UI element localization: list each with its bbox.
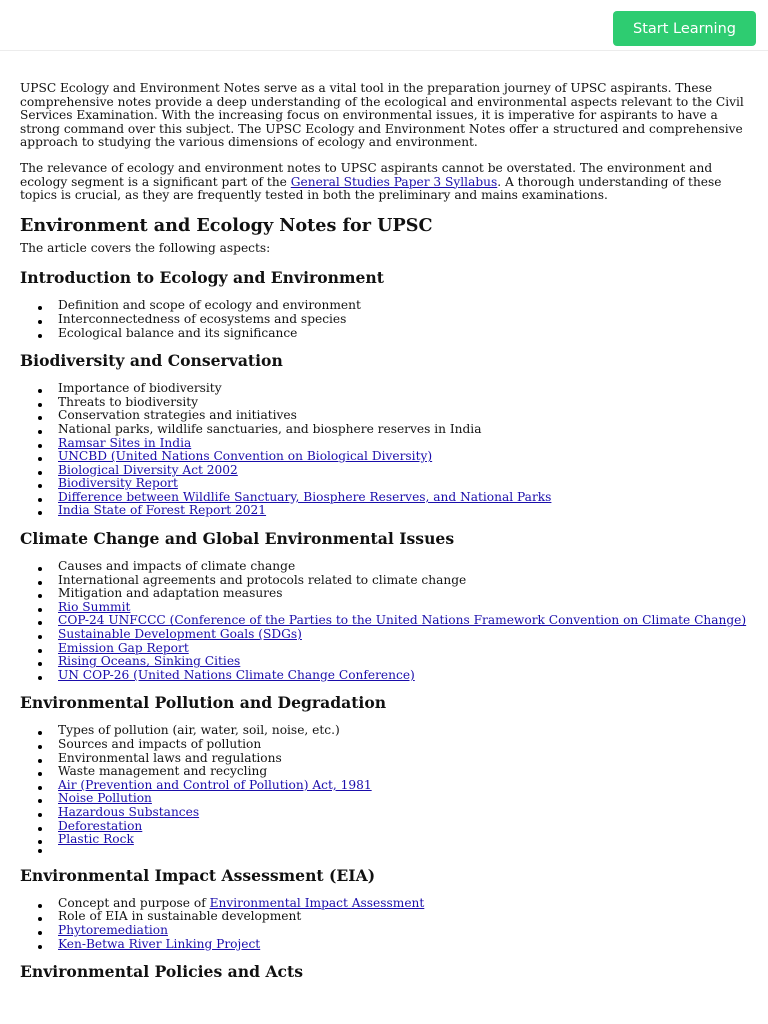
bullet-icon bbox=[38, 511, 42, 515]
cop-24-unfccc-link[interactable]: COP-24 UNFCCC (Conference of the Parties to the United Nations Framework Convention on Climate Change) bbox=[58, 613, 747, 628]
bullet-icon bbox=[38, 731, 42, 735]
forest-report-2021-link[interactable]: India State of Forest Report 2021 bbox=[58, 503, 267, 518]
plastic-rock-link[interactable]: Plastic Rock bbox=[58, 832, 134, 847]
bullet-icon bbox=[38, 471, 42, 475]
list-pollution bbox=[20, 714, 750, 854]
bullet-icon bbox=[38, 786, 42, 790]
list-item: Role of EIA in sustainable development bbox=[20, 910, 750, 924]
list-item-link bbox=[20, 820, 750, 834]
list-item: Causes and impacts of climate change bbox=[20, 560, 750, 574]
list-item: Interconnectedness of ecosystems and species bbox=[20, 313, 750, 327]
biological-diversity-act-link[interactable]: Biological Diversity Act 2002 bbox=[58, 462, 238, 477]
list-item-empty bbox=[20, 847, 750, 855]
section-heading-pollution: Environmental Pollution and Degradation bbox=[20, 693, 387, 713]
bullet-icon bbox=[38, 484, 42, 488]
list-item-link bbox=[20, 614, 750, 628]
bullet-icon bbox=[38, 745, 42, 749]
list-item: Importance of biodiversity bbox=[20, 382, 750, 396]
list-item: Threats to biodiversity bbox=[20, 396, 750, 410]
deforestation-link[interactable]: Deforestation bbox=[58, 818, 143, 833]
intro-paragraph-1: UPSC Ecology and Environment Notes serve as a vital tool in the preparation journey of UPSC aspirants. These comprehensive notes provide a deep understanding of the ecological and environmental aspects relevant to the Civil Services Examination. With the increasing focus on environmental issues, it is imperative for aspirants to have a strong command over this subject. The UPSC Ecology and Environment Notes offer a structured and comprehensive approach to studying the various dimensions of ecology and environment. bbox=[20, 81, 744, 150]
noise-pollution-link[interactable]: Noise Pollution bbox=[58, 791, 152, 806]
bullet-icon bbox=[38, 635, 42, 639]
list-item: Sources and impacts of pollution bbox=[20, 738, 750, 752]
list-item: Ecological balance and its significance bbox=[20, 327, 750, 341]
bullet-icon bbox=[38, 389, 42, 393]
eia-link[interactable]: Environmental Impact Assessment bbox=[209, 895, 425, 910]
top-bar bbox=[0, 0, 768, 51]
list-item-link bbox=[20, 464, 750, 478]
list-item: National parks, wildlife sanctuaries, and biosphere reserves in India bbox=[20, 423, 750, 437]
list-item: Types of pollution (air, water, soil, noise, etc.) bbox=[20, 724, 750, 738]
list-item-link bbox=[20, 938, 750, 952]
bullet-icon bbox=[38, 621, 42, 625]
intro-paragraph-2: The relevance of ecology and environment notes to UPSC aspirants cannot be overstated. The environment and ecology segment is a significant part of the General Studies Paper 3 Syllabus. A thorough understanding of these topics is crucial, as they are frequently tested in both the preliminary and mains examinations. bbox=[20, 160, 722, 203]
list-item-link bbox=[20, 779, 750, 793]
bullet-icon bbox=[38, 403, 42, 407]
article-content bbox=[20, 82, 750, 983]
bullet-icon bbox=[38, 334, 42, 338]
list-introduction bbox=[20, 289, 750, 340]
start-learning-button[interactable]: Start Learning bbox=[613, 11, 756, 46]
list-item-link bbox=[20, 450, 750, 464]
sanctuary-reserves-parks-link[interactable]: Difference between Wildlife Sanctuary, Biosphere Reserves, and National Parks bbox=[58, 489, 552, 504]
bullet-icon bbox=[38, 649, 42, 653]
list-item-link bbox=[20, 601, 750, 615]
bullet-icon bbox=[38, 306, 42, 310]
list-item-link bbox=[20, 669, 750, 683]
bullet-icon bbox=[38, 594, 42, 598]
list-item-link bbox=[20, 833, 750, 847]
bullet-icon bbox=[38, 662, 42, 666]
list-item-link bbox=[20, 642, 750, 656]
list-item-link bbox=[20, 628, 750, 642]
list-eia bbox=[20, 887, 750, 951]
list-item-link bbox=[20, 504, 750, 518]
bullet-icon bbox=[38, 567, 42, 571]
hazardous-substances-link[interactable]: Hazardous Substances bbox=[58, 804, 200, 819]
rio-summit-link[interactable]: Rio Summit bbox=[58, 599, 131, 614]
un-cop-26-link[interactable]: UN COP-26 (United Nations Climate Change Conference) bbox=[58, 667, 415, 682]
bullet-icon bbox=[38, 945, 42, 949]
bullet-icon bbox=[38, 904, 42, 908]
bullet-icon bbox=[38, 457, 42, 461]
emission-gap-report-link[interactable]: Emission Gap Report bbox=[58, 640, 189, 655]
list-item-link bbox=[20, 924, 750, 938]
bullet-icon bbox=[38, 813, 42, 817]
bullet-icon bbox=[38, 608, 42, 612]
uncbd-link[interactable]: UNCBD (United Nations Convention on Biological Diversity) bbox=[58, 449, 433, 464]
list-item-link bbox=[20, 792, 750, 806]
list-item-link bbox=[20, 437, 750, 451]
bullet-icon bbox=[38, 430, 42, 434]
rising-oceans-link[interactable]: Rising Oceans, Sinking Cities bbox=[58, 654, 241, 669]
list-item: Mitigation and adaptation measures bbox=[20, 587, 750, 601]
sdgs-link[interactable]: Sustainable Development Goals (SDGs) bbox=[58, 627, 302, 642]
list-item: Environmental laws and regulations bbox=[20, 752, 750, 766]
bullet-icon bbox=[38, 917, 42, 921]
ramsar-sites-link[interactable]: Ramsar Sites in India bbox=[58, 435, 192, 450]
list-item: Waste management and recycling bbox=[20, 765, 750, 779]
bullet-icon bbox=[38, 840, 42, 844]
bullet-icon bbox=[38, 931, 42, 935]
ken-betwa-link[interactable]: Ken-Betwa River Linking Project bbox=[58, 936, 261, 951]
bullet-icon bbox=[38, 676, 42, 680]
covers-text: The article covers the following aspects: bbox=[20, 240, 271, 255]
section-heading-biodiversity: Biodiversity and Conservation bbox=[20, 351, 283, 371]
list-item-link bbox=[20, 655, 750, 669]
list-item: International agreements and protocols related to climate change bbox=[20, 574, 750, 588]
section-heading-policies: Environmental Policies and Acts bbox=[20, 962, 304, 982]
section-heading-eia: Environmental Impact Assessment (EIA) bbox=[20, 865, 376, 885]
bullet-icon bbox=[38, 498, 42, 502]
bullet-icon bbox=[38, 416, 42, 420]
list-item-link bbox=[20, 491, 750, 505]
biodiversity-report-link[interactable]: Biodiversity Report bbox=[58, 476, 178, 491]
list-item-link bbox=[20, 806, 750, 820]
list-item: Definition and scope of ecology and environment bbox=[20, 299, 750, 313]
list-item: Conservation strategies and initiatives bbox=[20, 409, 750, 423]
section-heading-introduction: Introduction to Ecology and Environment bbox=[20, 268, 384, 288]
bullet-icon bbox=[38, 759, 42, 763]
page-title: Environment and Ecology Notes for UPSC bbox=[20, 214, 433, 236]
bullet-icon bbox=[38, 581, 42, 585]
bullet-icon bbox=[38, 444, 42, 448]
bullet-icon bbox=[38, 827, 42, 831]
section-heading-climate-change: Climate Change and Global Environmental Issues bbox=[20, 529, 455, 549]
bullet-icon bbox=[38, 772, 42, 776]
bullet-icon bbox=[38, 849, 42, 853]
list-item: Concept and purpose of Environmental Impact Assessment bbox=[20, 897, 750, 911]
phytoremediation-link[interactable]: Phytoremediation bbox=[58, 922, 168, 937]
list-biodiversity bbox=[20, 372, 750, 518]
gs-paper-3-syllabus-link[interactable]: General Studies Paper 3 Syllabus bbox=[290, 174, 498, 189]
list-item-link bbox=[20, 477, 750, 491]
list-climate-change bbox=[20, 550, 750, 682]
bullet-icon bbox=[38, 799, 42, 803]
air-act-1981-link[interactable]: Air (Prevention and Control of Pollution) Act, 1981 bbox=[58, 777, 372, 792]
bullet-icon bbox=[38, 320, 42, 324]
